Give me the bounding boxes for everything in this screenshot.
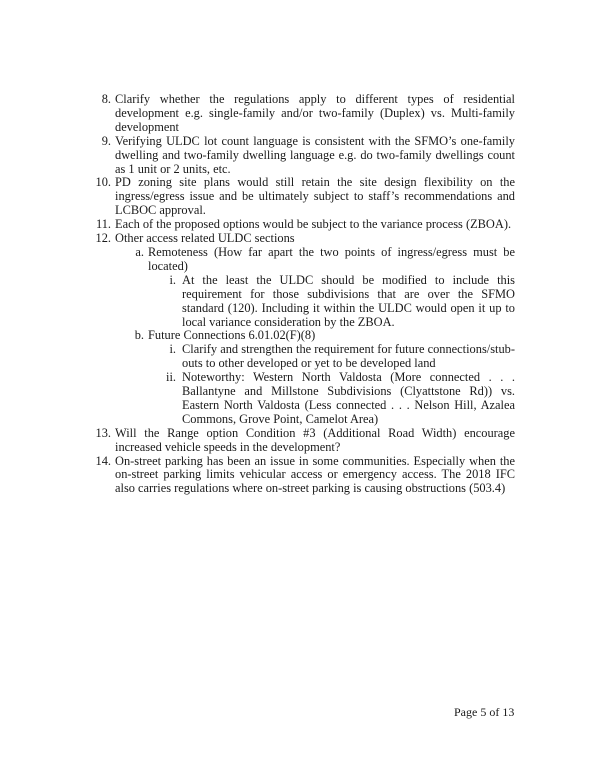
- list-item: [95, 217, 515, 232]
- list-item-number: ii.: [166, 370, 176, 385]
- list-item: [95, 453, 515, 497]
- list-item: [166, 370, 515, 427]
- list-item-text: Other access related ULDC sections: [115, 231, 295, 246]
- document-page: [0, 93, 600, 496]
- page-number: Page 5 of 13: [454, 705, 515, 719]
- list-item-number: a.: [135, 244, 144, 259]
- list-item: [101, 92, 515, 135]
- list-item-text: Clarify whether the regulations apply to different types of residential development e.g. single-family and/or two-family (Duplex) vs. Multi-family development: [115, 92, 515, 134]
- list-item-text: Clarify and strengthen the requirement for future connections/stub-outs to other developed or yet to be developed land: [182, 342, 515, 371]
- list-item-text: Will the Range option Condition #3 (Additional Road Width) encourage increased vehicle speeds in the development?: [115, 425, 515, 454]
- list-item-text: Future Connections 6.01.02(F)(8): [148, 328, 316, 343]
- list-item: [169, 342, 515, 371]
- list-item: [95, 425, 515, 455]
- list-item-text: On-street parking has been an issue in some communities. Especially when the on-street parking limits vehicular access or emergency access. The 2018 IFC also carries regulations where on-street parking is causing obstructions (503.4): [115, 453, 515, 496]
- list-item-number: 12.: [95, 231, 111, 246]
- list-item-text: Noteworthy: Western North Valdosta (More connected . . . Ballantyne and Millstone Subdivisions (Clyattstone Rd)) vs. Eastern North Valdosta (Less connected . . . Nelson Hill, Azalea Commons, Grove Point, Camelot Area): [182, 370, 515, 426]
- list-item-number: 11.: [95, 217, 111, 232]
- list-item-text: At the least the ULDC should be modified to include this requirement for those subdivisions that are over the SFMO standard (120). Including it within the ULDC would open it up to local variance consideration by the ZBOA.: [182, 272, 515, 329]
- list-item-text: Remoteness (How far apart the two points of ingress/egress must be located): [148, 244, 515, 273]
- list-item-number: i.: [169, 272, 176, 287]
- list-item-number: i.: [169, 342, 176, 357]
- list-item-number: 8.: [101, 92, 111, 106]
- list-item: [95, 175, 515, 218]
- list-item-number: 9.: [101, 133, 111, 148]
- list-item-text: Verifying ULDC lot count language is consistent with the SFMO’s one-family dwelling and two-family dwelling language e.g. do two-family dwellings count as 1 unit or 2 units, etc.: [115, 133, 515, 176]
- list-item: [134, 328, 515, 343]
- list-item-text: Each of the proposed options would be subject to the variance process (ZBOA).: [115, 217, 512, 232]
- list-item-number: 13.: [95, 425, 111, 440]
- list-item-text: PD zoning site plans would still retain the site design flexibility on the ingress/egress issue and be ultimately subject to staff’s recommendations and LCBOC approval.: [115, 175, 515, 218]
- list-item-number: 10.: [95, 175, 111, 190]
- list-item-number: b.: [134, 328, 144, 343]
- list-item: [95, 231, 515, 246]
- list-item-number: 14.: [95, 453, 111, 468]
- list-item: [101, 133, 515, 177]
- list-item: [135, 244, 515, 274]
- list-item: [169, 272, 515, 330]
